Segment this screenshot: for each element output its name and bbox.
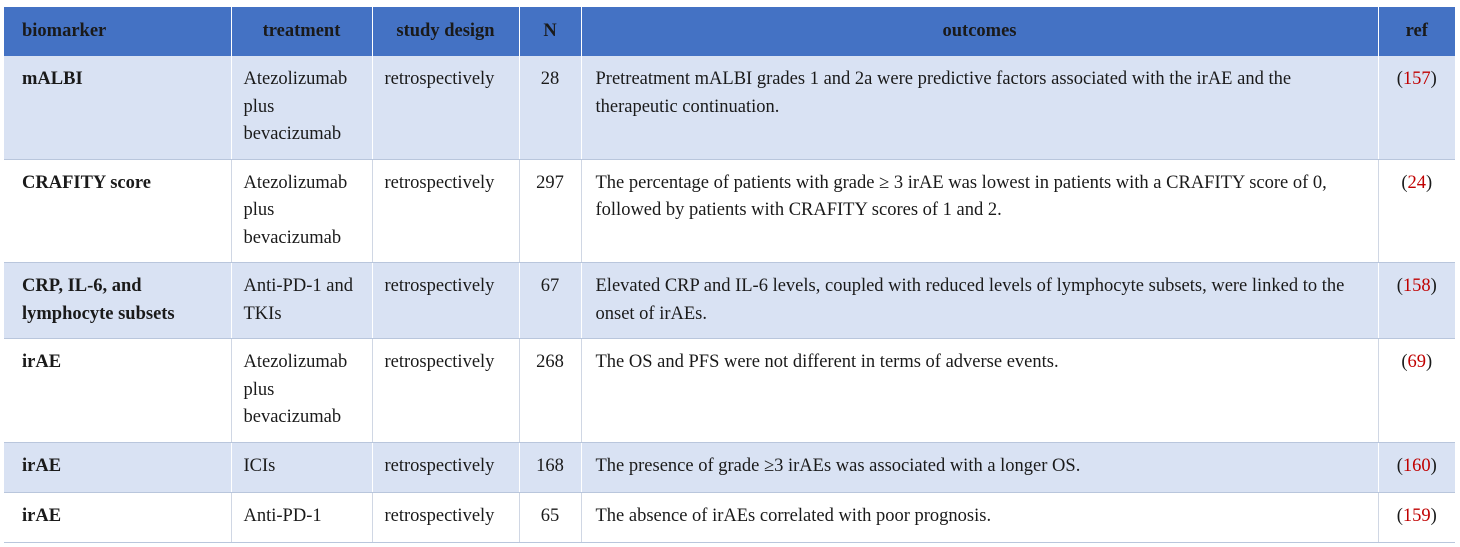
n-cell: 28 [519,56,581,159]
table-row [4,492,1455,542]
ref-link[interactable]: 159 [1402,505,1431,526]
ref-link[interactable]: 160 [1402,455,1431,476]
ref-link[interactable]: 158 [1402,276,1431,296]
outcome-cell: The presence of grade ≥3 irAEs was associated with a longer OS. [581,442,1378,492]
treatment-cell: Atezolizumab plus bevacizumab [231,56,372,159]
table-row [4,442,1455,492]
biomarker-cell: irAE [4,492,231,542]
study-design-cell: retrospectively [372,56,519,159]
outcome-cell: Pretreatment mALBI grades 1 and 2a were predictive factors associated with the irAE and the therapeutic continuation. [581,56,1378,159]
ref-link[interactable]: 157 [1402,69,1431,89]
biomarker-cell: CRP, IL-6, and lymphocyte subsets [4,263,231,339]
header-ref: ref [1378,7,1455,56]
study-design-cell: retrospectively [372,442,519,492]
study-design-cell: retrospectively [372,263,519,339]
table-row [4,56,1455,159]
biomarker-cell: irAE [4,442,231,492]
n-cell: 297 [519,159,581,263]
header-n: N [519,7,581,56]
treatment-cell: Anti-PD-1 [231,492,372,542]
ref-cell: (158) [1378,263,1455,339]
study-design-cell: retrospectively [372,339,519,443]
ref-cell: (157) [1378,56,1455,159]
n-cell: 65 [519,492,581,542]
biomarker-cell: mALBI [4,56,231,159]
treatment-cell: Anti-PD-1 and TKIs [231,263,372,339]
table-row [4,339,1455,443]
outcome-cell: The percentage of patients with grade ≥ 3 irAE was lowest in patients with a CRAFITY score of 0, followed by patients with CRAFITY scores of 1 and 2. [581,159,1378,263]
ref-link[interactable]: 24 [1407,172,1426,193]
biomarker-cell: irAE [4,339,231,443]
outcome-cell: The absence of irAEs correlated with poor prognosis. [581,492,1378,542]
outcome-cell: The OS and PFS were not different in terms of adverse events. [581,339,1378,443]
header-treatment: treatment [231,7,372,56]
study-design-cell: retrospectively [372,492,519,542]
n-cell: 67 [519,263,581,339]
treatment-cell: Atezolizumab plus bevacizumab [231,159,372,263]
study-design-cell: retrospectively [372,159,519,263]
ref-cell: (159) [1378,492,1455,542]
ref-link[interactable]: 69 [1407,352,1426,372]
header-row [4,7,1455,56]
table-header [4,7,1455,56]
n-cell: 168 [519,442,581,492]
ref-cell: (160) [1378,442,1455,492]
n-cell: 268 [519,339,581,443]
outcome-cell: Elevated CRP and IL-6 levels, coupled with reduced levels of lymphocyte subsets, were linked to the onset of irAEs. [581,263,1378,339]
ref-cell: (69) [1378,339,1455,443]
ref-cell: (24) [1378,159,1455,263]
table-row [4,159,1455,263]
header-biomarker: biomarker [4,7,231,56]
table-row [4,263,1455,339]
treatment-cell: ICIs [231,442,372,492]
header-outcomes: outcomes [581,7,1378,56]
biomarker-cell: CRAFITY score [4,159,231,263]
table-body [4,56,1455,542]
treatment-cell: Atezolizumab plus bevacizumab [231,339,372,443]
header-study-design: study design [372,7,519,56]
biomarker-table [4,7,1455,543]
